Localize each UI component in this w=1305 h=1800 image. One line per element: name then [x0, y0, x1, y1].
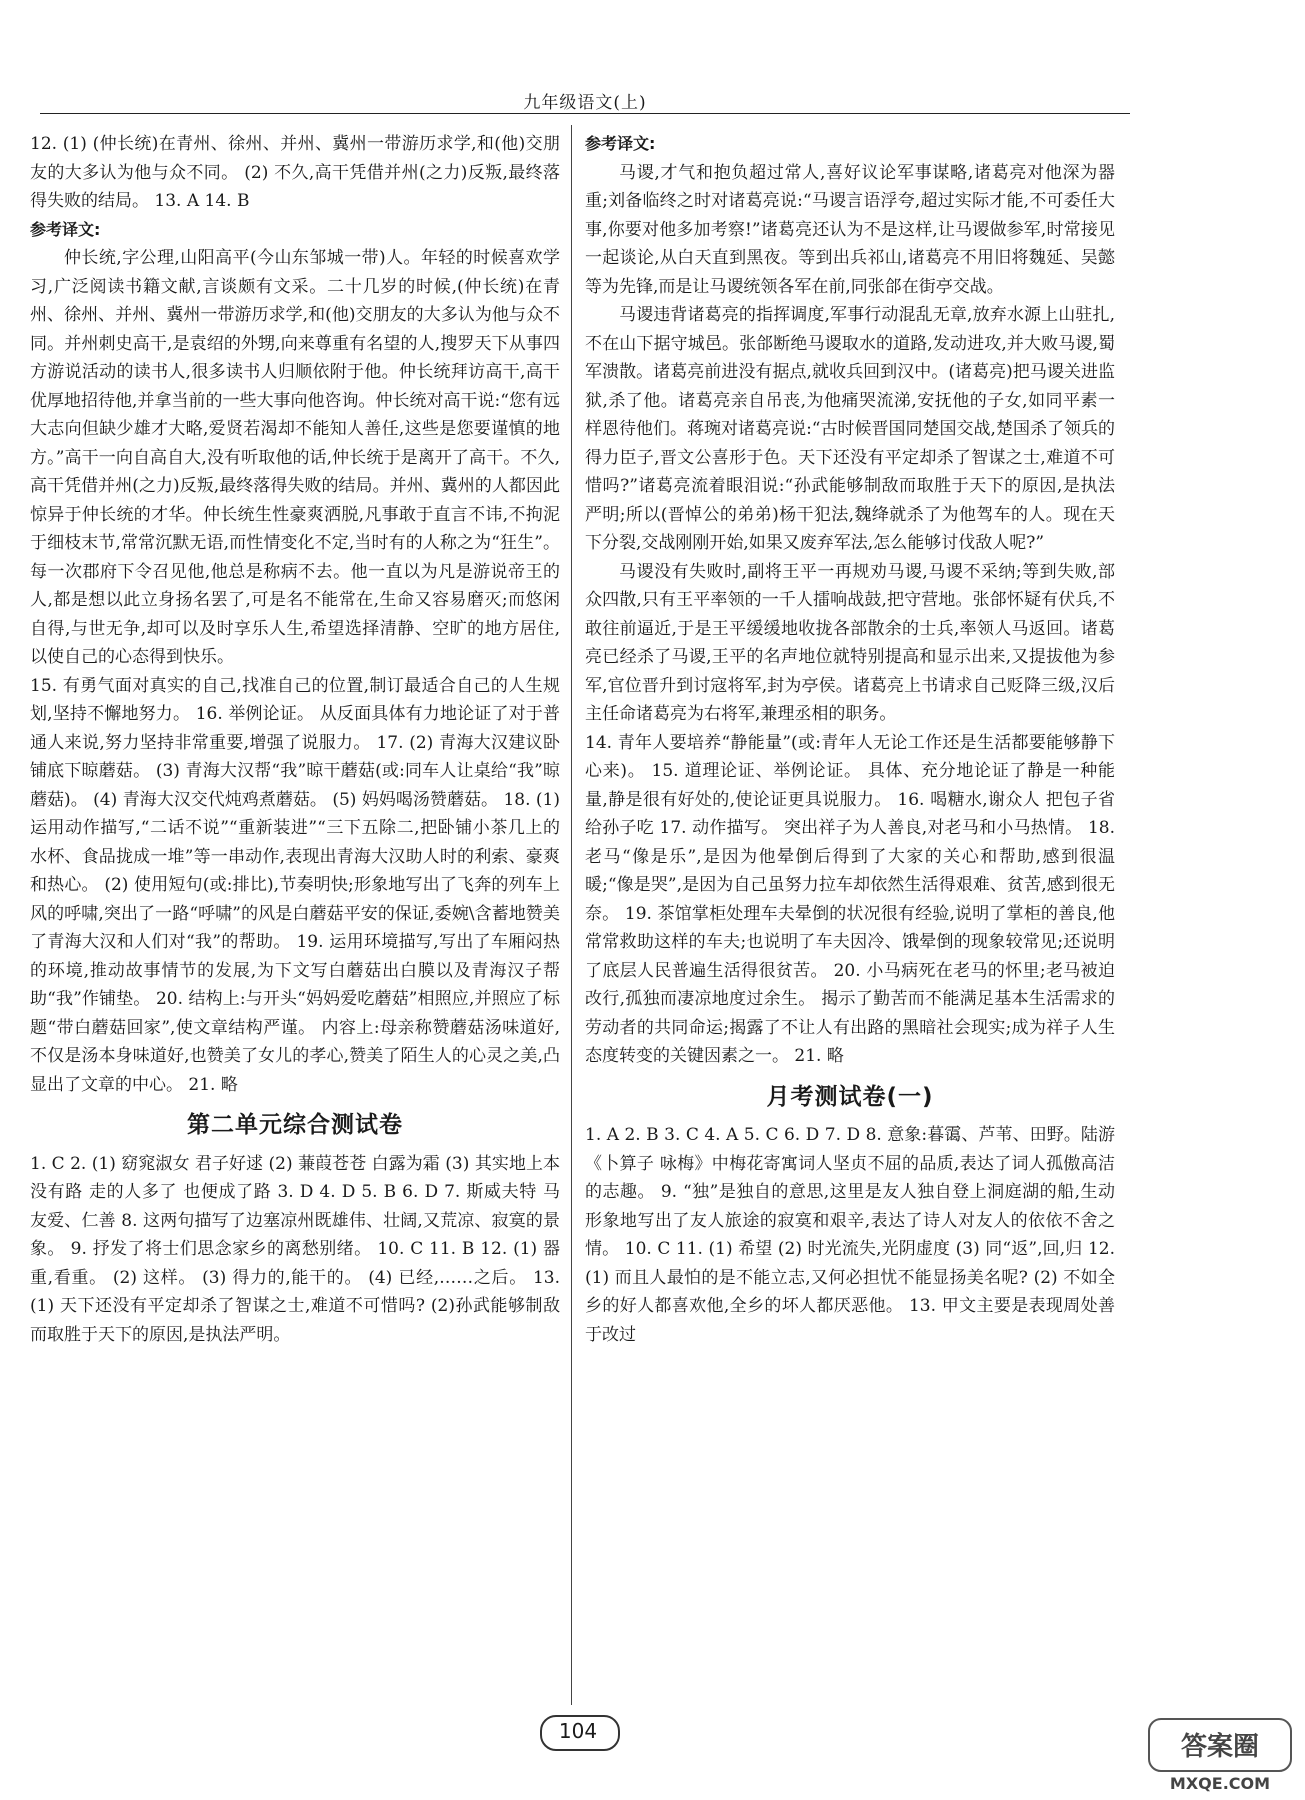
- section-title-monthly-test: 月考测试卷(一): [766, 1083, 934, 1110]
- header-rule: [40, 113, 1130, 114]
- translation-label: 参考译文:: [585, 134, 656, 153]
- column-divider: [571, 125, 572, 1705]
- translation-masu-p3: 马谡没有失败时,副将王平一再规劝马谡,马谡不采纳;等到失败,部众四散,只有王平率领的一千人擂响战鼓,把守营地。张郃怀疑有伏兵,不敢往前逼近,于是王平缓缓地收拢各部散余的士兵,率领人马返回。诸葛亮已经杀了马谡,王平的名声地位就特别提高和显示出来,又提拔他为参军,官位晋升到讨寇将军,封为亭侯。诸葛亮上书请求自己贬降三级,汉后主任命诸葛亮为右将军,兼理丞相的职务。: [585, 561, 1115, 724]
- translation-masu-p1: 马谡,才气和抱负超过常人,喜好议论军事谋略,诸葛亮对他深为器重;刘备临终之时对诸葛亮说:“马谡言语浮夸,超过实际才能,不可委任大事,你要对他多加考察!”诸葛亮还认为不是这样,让马谡做参军,时常接见一起谈论,从白天直到黑夜。等到出兵祁山,诸葛亮不用旧将魏延、吴懿等为先锋,而是让马谡统领各军在前,同张郃在街亭交战。: [585, 162, 1115, 297]
- translation-zhong-changtong: 仲长统,字公理,山阳高平(今山东邹城一带)人。年轻的时候喜欢学习,广泛阅读书籍文献,言谈颇有文采。二十几岁的时候,(仲长统)在青州、徐州、并州、冀州一带游历求学,和(他)交朋友的大多认为他与众不同。并州刺史高干,是袁绍的外甥,向来尊重有名望的人,搜罗天下从事四方游说活动的读书人,很多读书人归顺依附于他。仲长统拜访高干,高干优厚地招待他,并拿当前的一些大事向他咨询。仲长统对高干说:“您有远大志向但缺少雄才大略,爱贤若渴却不能知人善任,这些是您要谨慎的地方。”高干一向自高自大,没有听取他的话,仲长统于是离开了高干。不久,高干凭借并州(之力)反叛,最终落得失败的结局。并州、冀州的人都因此惊异于仲长统的才华。仲长统生性豪爽洒脱,凡事敢于直言不讳,不拘泥于细枝末节,常常沉默无语,而性情变化不定,当时有的人称之为“狂生”。每一次郡府下令召见他,他总是称病不去。他一直以为凡是游说帝王的人,都是想以此立身扬名罢了,可是名不能常在,生命又容易磨灭;而悠闲自得,与世无争,却可以及时享乐人生,希望选择清静、空旷的地方居住,以使自己的心态得到快乐。: [30, 248, 560, 667]
- watermark-text: 答案圈: [1180, 1732, 1260, 1762]
- unit2-answers: 1. C 2. (1) 窈窕淑女 君子好逑 (2) 蒹葭苍苍 白露为霜 (3) 其实地上本没有路 走的人多了 也便成了路 3. D 4. D 5. B 6. D 7. 斯威夫特 马 友爱、仁善 8. 这两句描写了边塞凉州既雄伟、壮阔,又荒凉、寂寞的景象。 9. 抒发了将士们思念家乡的离愁别绪。 10. C 11. B 12. (1) 器重,看重。 (2) 这样。 (3) 得力的,能干的。 (4) 已经,……之后。 13. (1) 天下还没有平定却杀了智谋之士,难道不可惜吗? (2)孙武能够制敌而取胜于天下的原因,是执法严明。: [30, 1153, 560, 1345]
- watermark-url: MXQE.COM: [1169, 1774, 1271, 1793]
- translation-label: 参考译文:: [30, 219, 101, 239]
- watermark-logo: [1145, 1715, 1295, 1795]
- translation-masu-p2: 马谡违背诸葛亮的指挥调度,军事行动混乱无章,放弃水源上山驻扎,不在山下据守城邑。张郃断绝马谡取水的道路,发动进攻,并大败马谡,蜀军溃散。诸葛亮前进没有据点,就收兵回到汉中。(诸葛亮)把马谡关进监狱,杀了他。诸葛亮亲自吊丧,为他痛哭流涕,安抚他的子女,如同平素一样恩待他们。蒋琬对诸葛亮说:“古时候晋国同楚国交战,楚国杀了领兵的得力臣子,晋文公喜形于色。天下还没有平定却杀了智谋之士,难道不可惜吗?”诸葛亮流着眼泪说:“孙武能够制敌而取胜于天下的原因,是执法严明;所以(晋悼公的弟弟)杨干犯法,魏绛就杀了为他驾车的人。现在天下分裂,交战刚刚开始,如果又废弃军法,怎么能够讨伐敌人呢?”: [585, 305, 1115, 553]
- page-number: 104: [558, 1719, 598, 1743]
- answers-12-14: 12. (1) (仲长统)在青州、徐州、并州、冀州一带游历求学,和(他)交朋友的大多认为他与众不同。 (2) 不久,高干凭借并州(之力)反叛,最终落得失败的结局。 13. A 14. B: [30, 134, 560, 211]
- section-title-unit2: 第二单元综合测试卷: [187, 1112, 403, 1138]
- page-header-title: 九年级语文(上): [523, 93, 647, 113]
- left-column: [30, 130, 560, 1349]
- answers-15-21: 15. 有勇气面对真实的自己,找准自己的位置,制订最适合自己的人生规划,坚持不懈地努力。 16. 举例论证。 从反面具体有力地论证了对于普通人来说,努力坚持非常重要,增强了说服力。 17. (2) 青海大汉建议卧铺底下晾蘑菇。 (3) 青海大汉帮“我”晾干蘑菇(或:同车人让桌给“我”晾蘑菇)。 (4) 青海大汉交代炖鸡煮蘑菇。 (5) 妈妈喝汤赞蘑菇。 18. (1) 运用动作描写,“二话不说”“重新装进”“三下五除二,把卧铺小茶几上的水杯、食品拢成一堆”等一串动作,表现出青海大汉助人时的利索、豪爽和热心。 (2) 使用短句(或:排比),节奏明快;形象地写出了飞奔的列车上风的呼啸,突出了一路“呼啸”的风是白蘑菇平安的保证,委婉\含蓄地赞美了青海大汉和人们对“我”的帮助。 19. 运用环境描写,写出了车厢闷热的环境,推动故事情节的发展,为下文写白蘑菇出白膜以及青海汉子帮助“我”作铺垫。 20. 结构上:与开头“妈妈爱吃蘑菇”相照应,并照应了标题“带白蘑菇回家”,使文章结构严谨。 内容上:母亲称赞蘑菇汤味道好,不仅是汤本身味道好,也赞美了女儿的孝心,赞美了陌生人的心灵之美,凸显出了文章的中心。 21. 略: [30, 675, 560, 1095]
- right-column: [585, 130, 1115, 1349]
- answers-14-21: 14. 青年人要培养“静能量”(或:青年人无论工作还是生活都要能够静下心来)。 15. 道理论证、举例论证。 具体、充分地论证了静是一种能量,静是很有好处的,使论证更具说服力。 16. 喝糖水,谢众人 把包子省给孙子吃 17. 动作描写。 突出祥子为人善良,对老马和小马热情。 18. 老马“像是乐”,是因为他晕倒后得到了大家的关心和帮助,感到很温暖;“像是哭”,是因为自己虽努力拉车却依然生活得艰难、贫苦,感到很无奈。 19. 茶馆掌柜处理车夫晕倒的状况很有经验,说明了掌柜的善良,他常常救助这样的车夫;也说明了车夫因冷、饿晕倒的现象较常见;还说明了底层人民普遍生活得很贫苦。 20. 小马病死在老马的怀里;老马被迫改行,孤独而凄凉地度过余生。 揭示了勤苦而不能满足基本生活需求的劳动者的共同命运;揭露了不让人有出路的黑暗社会现实;成为祥子人生态度转变的关键因素之一。 21. 略: [585, 732, 1115, 1066]
- monthly-test-answers: 1. A 2. B 3. C 4. A 5. C 6. D 7. D 8. 意象:暮霭、芦苇、田野。陆游《卜算子 咏梅》中梅花寄寓词人坚贞不屈的品质,表达了词人孤傲高洁的志趣。 9. “独”是独自的意思,这里是友人独自登上洞庭湖的船,生动形象地写出了友人旅途的寂寞和艰辛,表达了诗人对友人的依依不舍之情。 10. C 11. (1) 希望 (2) 时光流失,光阴虚度 (3) 同“返”,回,归 12. (1) 而且人最怕的是不能立志,又何必担忧不能显扬美名呢? (2) 不如全乡的好人都喜欢他,全乡的坏人都厌恶他。 13. 甲文主要是表现周处善于改过: [585, 1125, 1115, 1345]
